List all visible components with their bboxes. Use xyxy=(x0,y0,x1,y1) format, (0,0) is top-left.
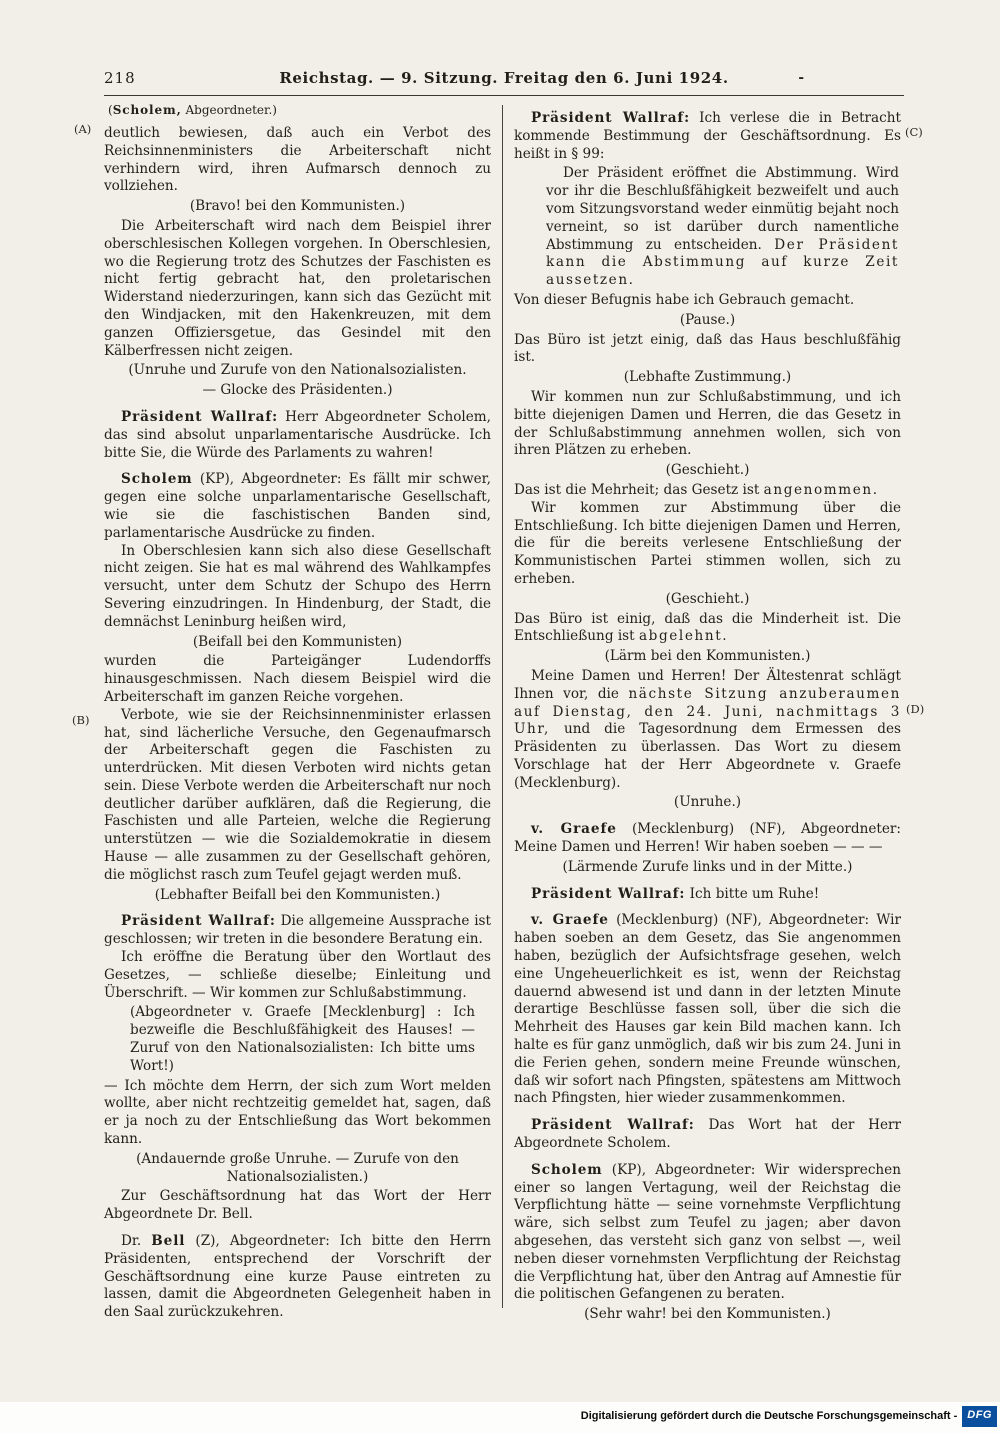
left-column xyxy=(104,101,491,1326)
text-paragraph xyxy=(104,1078,491,1149)
speech-paragraph xyxy=(104,913,491,949)
paragraph-text: (Geschieht.) xyxy=(665,590,750,607)
stage-direction xyxy=(110,887,485,905)
paragraph-text: und die Tagesordnung dem Ermessen des Präsidenten zu überlassen. Das Wort zu diesem Vorschlage hat der Herr Abgeordnete v. Graefe (Mecklenburg). xyxy=(514,721,901,791)
stage-direction xyxy=(520,1306,895,1324)
speaker-name: Präsident Wallraf: xyxy=(121,913,276,930)
text-paragraph xyxy=(514,389,901,460)
margin-marker-d: (D) xyxy=(906,702,925,716)
text-paragraph xyxy=(104,1188,491,1224)
paragraph-text: (Beifall bei den Kommunisten) xyxy=(192,633,403,650)
speech-paragraph xyxy=(514,912,901,1108)
paragraph-text: (Lärm bei den Kommunisten.) xyxy=(604,648,811,665)
paragraph-text: (Bravo! bei den Kommunisten.) xyxy=(189,198,406,215)
paragraph-text: Das ist die Mehrheit; das Gesetz ist xyxy=(514,481,760,498)
paragraph-text: — Glocke des Präsidenten.) xyxy=(202,382,393,399)
paragraph-text: (Mecklenburg) (NF), Abgeordneter: Wir haben soeben an dem Gesetz, das Sie angenommen haben, bezüglich der Aufsichtsfrage gesehen, welch eine Ungeheuerlichkeit es ist, wenn der Reichstag dauernd abwesend ist und dann in der letzten Minute derartige Beschlüsse fassen soll, über die sich die Mehrheit des Hauses gar kein Bild machen kann. Ich halte es für ganz unmöglich, daß wir bis zum 24. Juni in die Ferien gehen, sondern meine Freunde wünschen, daß wir sofort nach Pfingsten, spätestens am Mittwoch nach Pfingsten, hier wieder zusammenkommen. xyxy=(514,912,901,1107)
paragraph-text: (Unruhe und Zurufe von den Nationalsozialisten. xyxy=(128,362,467,379)
stage-direction xyxy=(110,1151,485,1187)
page-number: 218 xyxy=(104,69,136,87)
text-paragraph xyxy=(130,1004,475,1075)
stage-direction xyxy=(110,198,485,216)
speaker-prefix: Dr. xyxy=(121,1233,152,1250)
text-paragraph xyxy=(514,668,901,793)
text-paragraph xyxy=(514,611,901,647)
stage-direction xyxy=(520,591,895,609)
margin-marker-b: (B) xyxy=(72,713,90,727)
speech-paragraph xyxy=(514,110,901,163)
speaker-name: Präsident Wallraf: xyxy=(531,885,686,902)
dfg-logo: DFG xyxy=(962,1406,997,1427)
speaker-name: Präsident Wallraf: xyxy=(531,1117,695,1134)
header-dash: - xyxy=(798,70,804,86)
speech-paragraph xyxy=(104,471,491,542)
paragraph-text: Ich bitte um Ruhe! xyxy=(689,885,820,902)
paragraph-text: Zur Geschäftsordnung hat das Wort der Herr Abgeordnete Dr. Bell. xyxy=(104,1188,491,1223)
text-paragraph xyxy=(104,707,491,885)
stage-direction xyxy=(110,634,485,652)
stage-direction xyxy=(110,382,485,400)
right-column xyxy=(514,101,901,1326)
paragraph-text: (Geschieht.) xyxy=(665,462,750,479)
text-paragraph xyxy=(514,332,901,368)
paragraph-text: Das Büro ist jetzt einig, daß das Haus beschlußfähig ist. xyxy=(514,331,901,366)
speaker-prefix: ( xyxy=(108,103,113,117)
speech-paragraph xyxy=(514,821,901,857)
paragraph-text: (KP), Abgeordneter: Es fällt mir schwer, gegen eine solche unparlamentarische Gesellschaft, wie sie die faschistischen Banden sind, parlamentarische Ausdrücke zu finden. xyxy=(104,471,491,541)
text-paragraph xyxy=(104,218,491,360)
text-paragraph xyxy=(546,165,899,290)
stage-direction xyxy=(520,859,895,877)
credit-text: Digitalisierung gefördert durch die Deutsche Forschungsgemeinschaft - xyxy=(580,1409,958,1422)
speaker-name: Scholem, xyxy=(112,103,182,117)
stage-direction xyxy=(110,362,485,380)
paragraph-text: (Unruhe.) xyxy=(673,794,742,811)
emphasized-text: nächste Sitzung anzuberaumen auf Dienstag, den 24. Juni, nachmittags 3 Uhr, xyxy=(514,685,901,738)
paragraph-text: Abgeordneter.) xyxy=(185,103,277,117)
column-divider-rule xyxy=(502,105,503,1308)
page-header xyxy=(104,70,904,96)
stage-direction xyxy=(520,648,895,666)
emphasized-text: angenommen. xyxy=(763,481,879,498)
paragraph-text: (Abgeordneter v. Graefe [Mecklenburg] : Ich bezweifle die Beschlußfähigkeit des Hauses! — Zuruf von den Nationalsozialisten: Ich bitte ums Wort!) xyxy=(130,1004,475,1074)
speech-paragraph xyxy=(514,1162,901,1304)
paragraph-text: (Pause.) xyxy=(679,311,736,328)
paragraph-text: (Lebhafter Beifall bei den Kommunisten.) xyxy=(154,886,441,903)
paragraph-text: (KP), Abgeordneter: Wir widersprechen einer so langen Vertagung, weil der Reichstag die Verpflichtung hätte — seine vornehmste Verpflichtung wäre, sich selbst zum Teufel zu jagen; aber davon abgesehen, das versteht sich ganz von selbst —, weil neben dieser vornehmsten Verpflichtung der Reichstag die Verpflichtung hat, über den Antrag auf Amnestie für die politischen Gefangenen zu beraten. xyxy=(514,1161,901,1303)
speech-paragraph xyxy=(514,886,901,904)
text-paragraph xyxy=(514,482,901,500)
speaker-name: v. Graefe xyxy=(531,912,609,929)
paragraph-text: Ich verlese die in Betracht kommende Bestimmung der Geschäftsordnung. Es heißt in § 99: xyxy=(514,110,901,162)
emphasized-text: Der Präsident kann die Abstimmung auf kurze Zeit aussetzen. xyxy=(546,236,899,289)
speech-paragraph xyxy=(514,1117,901,1153)
emphasized-text: abgelehnt. xyxy=(638,628,729,645)
paragraph-text: Das Büro ist einig, daß das die Minderheit ist. Die Entschließung ist xyxy=(514,610,901,645)
digitization-credit xyxy=(581,1406,997,1427)
margin-marker-a: (A) xyxy=(74,122,92,136)
paragraph-text: wurden die Parteigänger Ludendorffs hinausgeschmissen. Nach diesem Beispiel wird die Arbeiterschaft im ganzen Reiche vorgehen. xyxy=(104,653,491,705)
speaker-name: Präsident Wallraf: xyxy=(121,408,279,425)
speaker-name: Scholem xyxy=(531,1161,603,1178)
text-paragraph xyxy=(514,292,901,310)
paragraph-text: Meine Damen und Herren! Der Ältestenrat schlägt Ihnen vor, die xyxy=(514,667,901,702)
speaker-name: Präsident Wallraf: xyxy=(531,110,691,126)
text-columns xyxy=(104,101,904,1326)
paragraph-text: Wir kommen nun zur Schlußabstimmung, und ich bitte diejenigen Damen und Herren, die das Gesetz in der Schlußabstimmung annehmen wollen, sich von ihren Plätzen zu erheben. xyxy=(514,388,901,459)
paragraph-text: (Z), Abgeordneter: Ich bitte den Herrn Präsidenten, entsprechend der Vorschrift der Geschäftsordnung eine kurze Pause eintreten zu lassen, damit die Abgeordneten Gelegenheit haben in den Saal zurückzukehren. xyxy=(104,1233,491,1321)
paragraph-text: Von dieser Befugnis habe ich Gebrauch gemacht. xyxy=(514,291,855,308)
paragraph-text: Das Wort hat der Herr Abgeordnete Scholem. xyxy=(514,1117,901,1152)
stage-direction xyxy=(520,312,895,330)
paragraph-text: Ich eröffne die Beratung über den Wortlaut des Gesetzes, — schließe dieselbe; Einleitung und Überschrift. — Wir kommen zur Schlußabstimmung. xyxy=(104,949,491,1001)
paragraph-text: Wir kommen zur Abstimmung über die Entschließung. Ich bitte diejenigen Damen und Herren, die für die bereits verlesene Entschließung der Kommunistischen Partei stimmen wollen, sich zu erheben. xyxy=(514,499,901,587)
paragraph-text: (Lärmende Zurufe links und in der Mitte.) xyxy=(562,858,853,875)
text-paragraph xyxy=(104,543,491,632)
speaker-name: v. Graefe xyxy=(531,821,617,838)
paragraph-text: Die Arbeiterschaft wird nach dem Beispiel ihrer oberschlesischen Kollegen vorgehen. In Oberschlesien, wo die Regierung trotz des Schutzes der Faschisten es nicht fertig gebracht hat, den proletarischen Widerstand niederzuringen, kann sich das Gezücht mit den Windjacken, mit den Hakenkreuzen, mit dem ganzen Offiziersgetue, das Gesindel mit den Kälberfressen nicht zeigen. xyxy=(104,217,491,359)
text-paragraph xyxy=(104,125,491,196)
stage-direction xyxy=(520,369,895,387)
paragraph-text: In Oberschlesien kann sich also diese Gesellschaft nicht zeigen. Sie hat es mal während des Wahlkampfes versucht, unter dem Schutz der Schupo des Herrn Severing einzudringen. In Hindenburg, der Stadt, die demnächst Leninburg heißen wird, xyxy=(104,542,491,630)
paragraph-text: Verbote, wie sie der Reichsinnenminister erlassen hat, sind lächerliche Versuche, den Gegenaufmarsch der Arbeiterschaft gegen die Faschisten zu unterdrücken. Mit diesen Verboten wird nichts getan sein. Diese Verbote werden die Arbeiterschaft nur noch deutlicher darüber aufklären, daß die Regierung, die Faschisten und alle Parteien, welche die Regierung unterstützen — wie die Sozialdemokratie in diesem Hause — alle zusammen zu der Gesellschaft gehören, die möglichst rasch zum Teufel gejagt werden muß. xyxy=(104,706,491,883)
speech-paragraph xyxy=(104,1233,491,1322)
text-paragraph xyxy=(104,653,491,706)
speech-paragraph xyxy=(108,103,491,118)
paragraph-text: Der Präsident eröffnet die Abstimmung. Wird vor ihr die Beschlußfähigkeit bezweifelt und auch vom Sitzungsvorstand weder einmütig bejaht noch verneint, so ist darüber durch namentliche Abstimmung zu entscheiden. xyxy=(546,165,899,253)
speech-paragraph xyxy=(104,409,491,462)
paragraph-text: deutlich bewiesen, daß auch ein Verbot des Reichsinnenministers die Arbeiterschaft nicht verhindern wird, ihren Aufmarsch dennoch zu vollziehen. xyxy=(104,125,491,195)
speaker-name: Bell xyxy=(151,1233,186,1250)
stage-direction xyxy=(520,462,895,480)
text-paragraph xyxy=(514,500,901,589)
speaker-name: Scholem xyxy=(121,471,193,488)
paragraph-text: — Ich möchte dem Herrn, der sich zum Wort melden wollte, aber nicht rechtzeitig gemeldet hat, sagen, daß er ja noch zu der Entschließung das Wort bekommen kann. xyxy=(104,1077,491,1148)
text-paragraph xyxy=(104,949,491,1002)
paragraph-text: (Andauernde große Unruhe. — Zurufe von den Nationalsozialisten.) xyxy=(136,1150,459,1185)
paragraph-text: Die allgemeine Aussprache ist geschlossen; wir treten in die besondere Beratung ein. xyxy=(104,913,491,948)
stage-direction xyxy=(520,794,895,812)
page-header-title: Reichstag. — 9. Sitzung. Freitag den 6. Juni 1924. xyxy=(279,69,729,87)
margin-marker-c: (C) xyxy=(905,125,923,139)
paragraph-text: (Lebhafte Zustimmung.) xyxy=(623,369,792,386)
paragraph-text: Herr Abgeordneter Scholem, das sind absolut unparlamentarische Ausdrücke. Ich bitte Sie, die Würde des Parlaments zu wahren! xyxy=(104,408,491,461)
paragraph-text: (Sehr wahr! bei den Kommunisten.) xyxy=(584,1306,831,1323)
paragraph-text: (Mecklenburg) (NF), Abgeordneter: Meine Damen und Herren! Wir haben soeben — — — xyxy=(514,821,901,856)
